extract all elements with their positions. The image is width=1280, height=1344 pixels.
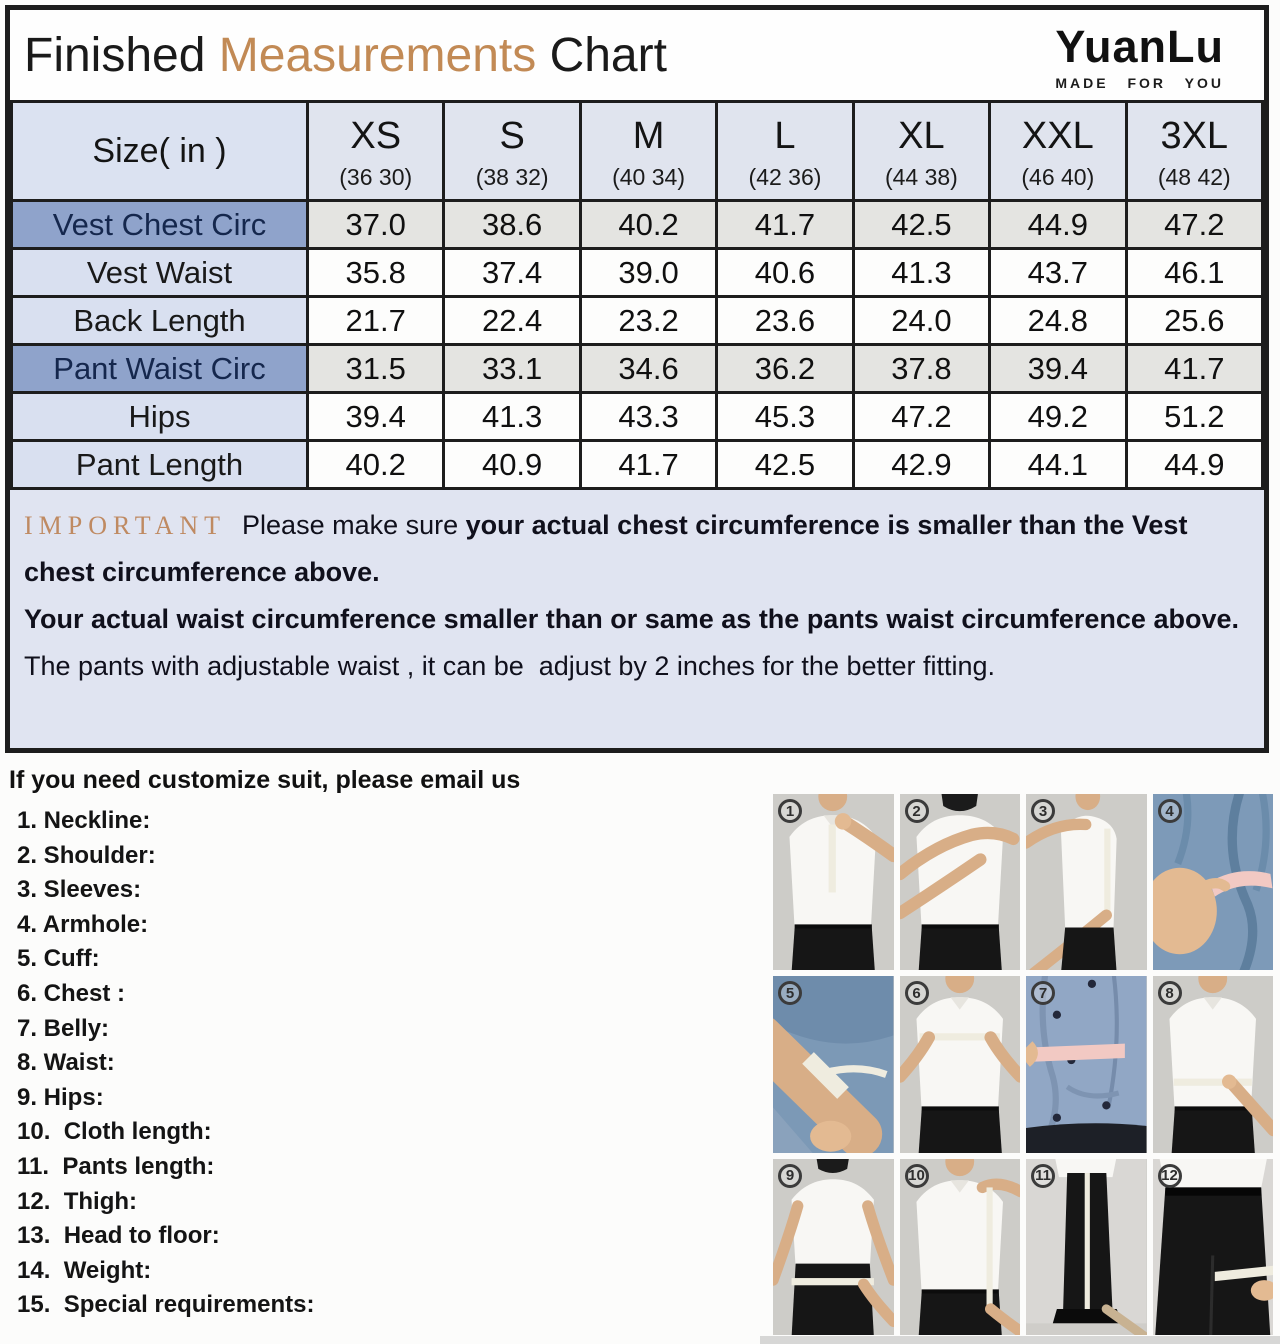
title-finished: Finished [24, 28, 219, 82]
brand-name: YuanLu [1055, 20, 1224, 72]
size-sublabel: (42 36) [748, 164, 822, 191]
measurement-value-cell: 38.6 [444, 201, 580, 249]
size-table-header-row [12, 102, 1263, 201]
list-item: 14. Weight: [17, 1256, 152, 1284]
measurement-value-cell: 37.8 [853, 345, 989, 393]
size-label: 3XL [1160, 114, 1229, 157]
measure-neckline-photo [773, 794, 894, 970]
size-column-header [853, 102, 989, 201]
measurement-row-label: Pant Waist Circ [12, 345, 308, 393]
measurement-value-cell: 42.5 [853, 201, 989, 249]
size-unit-label: Size( in ) [12, 102, 308, 201]
measurement-value-cell: 24.8 [990, 297, 1126, 345]
measurement-value-cell: 24.0 [853, 297, 989, 345]
measurement-value-cell: 39.0 [580, 249, 716, 297]
table-row [12, 297, 1263, 345]
list-item: 5. Cuff: [17, 945, 100, 973]
important-paragraph-1 [24, 502, 1248, 596]
measurement-value-cell: 41.3 [853, 249, 989, 297]
measurement-value-cell: 41.7 [717, 201, 853, 249]
table-row [12, 345, 1263, 393]
photo-number-badge: 6 [905, 981, 929, 1005]
measurement-value-cell: 51.2 [1126, 393, 1262, 441]
important-text-bold: your actual chest circumference is smaller than the Vest chest circumference above. [24, 510, 1195, 587]
measurement-row-label: Vest Chest Circ [12, 201, 308, 249]
photo-number-badge: 11 [1031, 1164, 1055, 1188]
measurement-value-cell: 36.2 [717, 345, 853, 393]
photo-number-badge: 4 [1158, 799, 1182, 823]
measurement-value-cell: 41.3 [444, 393, 580, 441]
measurement-value-cell: 41.7 [1126, 345, 1262, 393]
measurement-value-cell: 46.1 [1126, 249, 1262, 297]
measurement-value-cell: 49.2 [990, 393, 1126, 441]
measurement-value-cell: 35.8 [308, 249, 444, 297]
important-paragraph-2 [24, 596, 1254, 690]
important-text-bold: Your actual waist circumference smaller than or same as the pants waist circumference above. [24, 604, 1239, 634]
measurement-row-label: Hips [12, 393, 308, 441]
measurement-value-cell: 31.5 [308, 345, 444, 393]
measurement-value-cell: 37.4 [444, 249, 580, 297]
measurement-row-label: Vest Waist [12, 249, 308, 297]
photo-number-badge: 12 [1158, 1164, 1182, 1188]
photo-number-badge: 7 [1031, 981, 1055, 1005]
list-item: 15. Special requirements: [17, 1291, 315, 1319]
size-sublabel: (36 30) [339, 164, 413, 191]
measure-chest-photo [900, 976, 1021, 1152]
size-label: S [499, 114, 525, 157]
measurement-row-label: Pant Length [12, 441, 308, 489]
table-row [12, 249, 1263, 297]
measure-armhole-photo [1153, 794, 1274, 970]
size-label: L [774, 114, 796, 157]
table-row [12, 393, 1263, 441]
size-label: XL [898, 114, 945, 157]
title-measurements: Measurements [218, 28, 537, 82]
measure-sleeve-photo [1026, 794, 1147, 970]
size-column-header [990, 102, 1126, 201]
measure-shoulder-photo [900, 794, 1021, 970]
measurement-value-cell: 40.2 [580, 201, 716, 249]
measurement-value-cell: 44.1 [990, 441, 1126, 489]
measurement-value-cell: 40.2 [308, 441, 444, 489]
measurement-value-cell: 39.4 [990, 345, 1126, 393]
measurement-value-cell: 43.7 [990, 249, 1126, 297]
table-row [12, 441, 1263, 489]
measurement-value-cell: 23.6 [717, 297, 853, 345]
size-sublabel: (46 40) [1021, 164, 1095, 191]
measurement-value-cell: 33.1 [444, 345, 580, 393]
photo-grid-bottom-strip [760, 1336, 1280, 1344]
list-item: 7. Belly: [17, 1014, 110, 1042]
list-item: 10. Cloth length: [17, 1118, 212, 1146]
measurement-value-cell: 21.7 [308, 297, 444, 345]
measurement-value-cell: 37.0 [308, 201, 444, 249]
measurement-value-cell: 43.3 [580, 393, 716, 441]
measurement-value-cell: 44.9 [990, 201, 1126, 249]
brand-logo [1055, 20, 1224, 91]
measurement-value-cell: 34.6 [580, 345, 716, 393]
table-row [12, 201, 1263, 249]
photo-number-badge: 2 [905, 799, 929, 823]
size-column-header [1126, 102, 1262, 201]
photo-number-badge: 1 [778, 799, 802, 823]
important-note-block [10, 490, 1264, 748]
list-item: 9. Hips: [17, 1083, 104, 1111]
size-column-header [580, 102, 716, 201]
list-item: 11. Pants length: [17, 1152, 215, 1180]
size-label: M [632, 114, 665, 157]
important-text: Please make sure [242, 510, 466, 540]
measurement-value-cell: 25.6 [1126, 297, 1262, 345]
list-item: 4. Armhole: [17, 910, 149, 938]
measurement-value-cell: 45.3 [717, 393, 853, 441]
important-text: The pants with adjustable waist , it can be adjust by 2 inches for the better fitting. [24, 604, 1254, 681]
measurement-value-cell: 41.7 [580, 441, 716, 489]
title-chart: Chart [536, 28, 667, 82]
size-sublabel: (38 32) [475, 164, 549, 191]
measurement-value-cell: 44.9 [1126, 441, 1262, 489]
measure-pants-length-photo [1026, 1159, 1147, 1335]
important-label: IMPORTANT [24, 511, 227, 540]
measurement-row-label: Back Length [12, 297, 308, 345]
photo-number-badge: 10 [905, 1164, 929, 1188]
measure-belly-photo [1026, 976, 1147, 1152]
list-item: 8. Waist: [17, 1049, 115, 1077]
measurement-chart-panel [5, 5, 1269, 753]
customize-measurement-list [17, 804, 717, 1323]
brand-tagline: MADE FOR YOU [1055, 74, 1224, 91]
measurement-value-cell: 22.4 [444, 297, 580, 345]
size-table [10, 100, 1264, 490]
list-item: 6. Chest : [17, 979, 126, 1007]
title-row [10, 10, 1264, 100]
photo-number-badge: 9 [778, 1164, 802, 1188]
photo-number-badge: 3 [1031, 799, 1055, 823]
list-item: 2. Shoulder: [17, 841, 156, 869]
customize-heading: If you need customize suit, please email us [9, 766, 521, 794]
list-item: 3. Sleeves: [17, 876, 142, 904]
photo-number-badge: 8 [1158, 981, 1182, 1005]
size-sublabel: (48 42) [1157, 164, 1231, 191]
measure-cuff-photo [773, 976, 894, 1152]
photo-number-badge: 5 [778, 981, 802, 1005]
measure-waist-photo [1153, 976, 1274, 1152]
measurement-value-cell: 39.4 [308, 393, 444, 441]
size-label: XS [350, 114, 402, 157]
page-title [24, 28, 667, 83]
size-label: XXL [1021, 114, 1094, 157]
measurement-value-cell: 47.2 [853, 393, 989, 441]
measurement-value-cell: 23.2 [580, 297, 716, 345]
measurement-value-cell: 40.9 [444, 441, 580, 489]
measurement-value-cell: 40.6 [717, 249, 853, 297]
list-item: 1. Neckline: [17, 807, 151, 834]
list-item: 13. Head to floor: [17, 1222, 220, 1250]
size-column-header [444, 102, 580, 201]
size-column-header [717, 102, 853, 201]
size-sublabel: (44 38) [884, 164, 958, 191]
measure-cloth-length-photo [900, 1159, 1021, 1335]
measurement-value-cell: 42.9 [853, 441, 989, 489]
size-sublabel: (40 34) [612, 164, 685, 191]
measure-hips-photo [773, 1159, 894, 1335]
size-column-header [308, 102, 444, 201]
measurement-value-cell: 47.2 [1126, 201, 1262, 249]
measurement-photo-grid [773, 794, 1273, 1335]
list-item: 12. Thigh: [17, 1187, 137, 1215]
measure-thigh-photo [1153, 1159, 1274, 1335]
measurement-value-cell: 42.5 [717, 441, 853, 489]
